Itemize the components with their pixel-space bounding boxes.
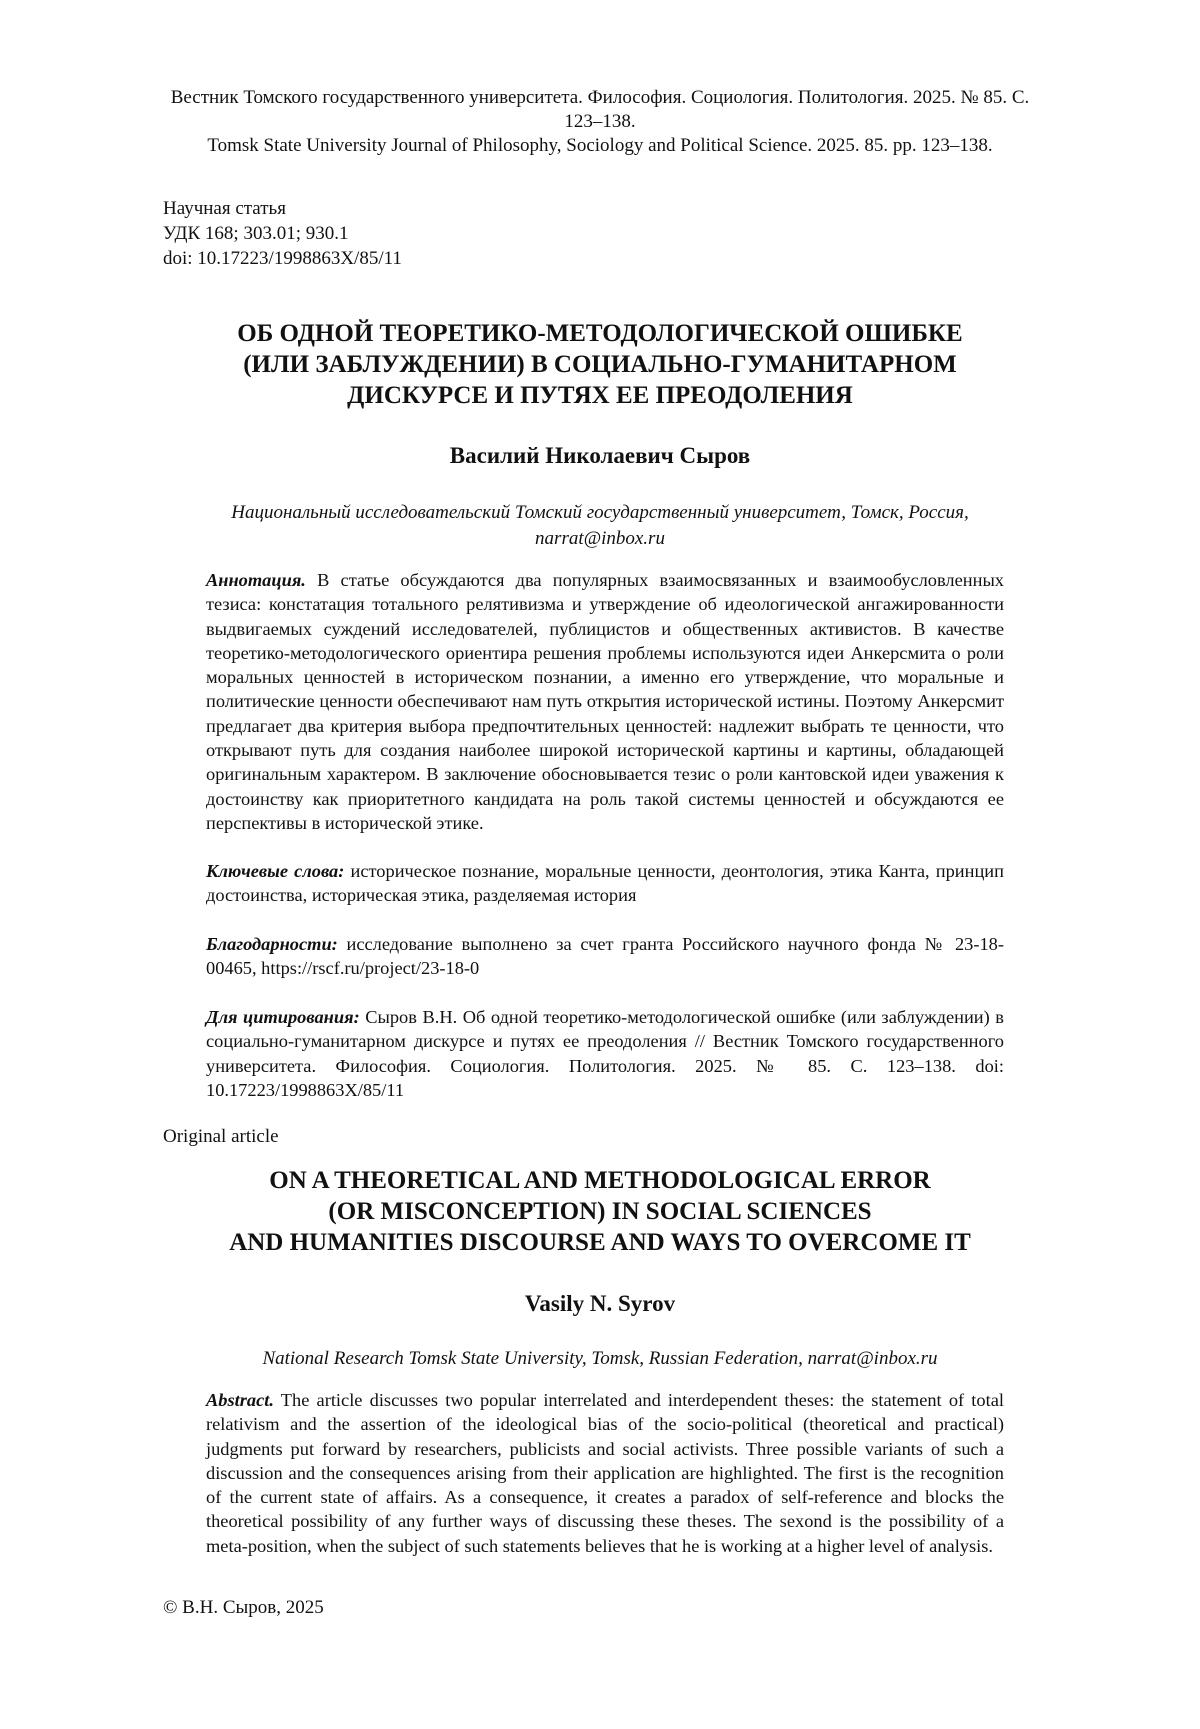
- abstract-en-label: Abstract.: [206, 1390, 274, 1410]
- title-ru: [150, 318, 1050, 411]
- acknowledgements-ru-text: исследование выполнено за счет гранта Российского научного фонда № 23-18-00465, https://rscf.ru/project/23-18-0: [206, 934, 1004, 979]
- keywords-ru-label: Ключевые слова:: [206, 861, 345, 881]
- keywords-ru: [206, 859, 1004, 908]
- abstract-ru-label: Аннотация.: [206, 570, 306, 590]
- title-en-line: AND HUMANITIES DISCOURSE AND WAYS TO OVERCOME IT: [229, 1229, 971, 1256]
- title-en-line: (OR MISCONCEPTION) IN SOCIAL SCIENCES: [328, 1198, 872, 1225]
- journal-line-en: Tomsk State University Journal of Philosophy, Sociology and Political Science. 2025. 85. pp. 123–138.: [207, 135, 993, 156]
- journal-line-ru: Вестник Томского государственного университета. Философия. Социология. Политология. 2025. № 85. С. 123–138.: [170, 87, 1030, 132]
- affiliation-en: National Research Tomsk State University, Tomsk, Russian Federation, narrat@inbox.ru: [262, 1348, 938, 1369]
- title-en-line: ON A THEORETICAL AND METHODOLOGICAL ERROR: [269, 1167, 931, 1194]
- copyright: © В.Н. Сыров, 2025: [163, 1597, 324, 1618]
- email-ru: narrat@inbox.ru: [535, 528, 665, 549]
- article-type-ru: Научная статья: [163, 198, 286, 219]
- keywords-ru-text: историческое познание, моральные ценности, деонтология, этика Канта, принцип достоинства, историческая этика, разделяемая история: [206, 861, 1004, 906]
- citation-ru: [206, 1005, 1004, 1102]
- citation-ru-text: Сыров В.Н. Об одной теоретико-методологической ошибке (или заблуждении) в социально-гуманитарном дискурсе и путях ее преодоления // Вестник Томского государственного университета. Философия. Социология. Политология. 2025. № 85. С. 123–138. doi: 10.17223/1998863X/85/11: [206, 1007, 1004, 1100]
- author-ru: Василий Николаевич Сыров: [449, 443, 751, 468]
- citation-ru-label: Для цитирования:: [206, 1007, 360, 1027]
- abstract-en: [206, 1388, 1004, 1558]
- article-type-en: Original article: [163, 1126, 279, 1147]
- affiliation-ru: [150, 500, 1050, 552]
- doi: doi: 10.17223/1998863X/85/11: [163, 248, 402, 269]
- title-ru-line: ДИСКУРСЕ И ПУТЯХ ЕЕ ПРЕОДОЛЕНИЯ: [347, 382, 853, 409]
- abstract-ru-text: В статье обсуждаются два популярных взаимосвязанных и взаимообусловленных тезиса: констатация тотального релятивизма и утверждение об идеологической ангажированности выдвигаемых суждений исследователей, публицистов и общественных активистов. В качестве теоретико-методологического ориентира решения проблемы используются идеи Анкерсмита о роли моральных ценностей в историческом познании, а именно его утверждение, что моральные и политические ценности обеспечивают нам путь открытия исторической истины. Поэтому Анкерсмит предлагает два критерия выбора предпочтительных ценностей: надлежит выбрать те ценности, что открывают путь для создания наиболее широкой исторической картины и картины, обладающей оригинальным характером. В заключение обосновывается тезис о роли кантовской идеи уважения к достоинству как приоритетного кандидата на роль такой системы ценностей и обсуждаются ее перспективы в исторической этике.: [206, 570, 1004, 833]
- abstract-ru: [206, 568, 1004, 835]
- udc-code: УДК 168; 303.01; 930.1: [163, 223, 349, 244]
- acknowledgements-ru-label: Благодарности:: [206, 934, 338, 954]
- affiliation-ru-text: Национальный исследовательский Томский государственный университет, Томск, Россия,: [231, 502, 969, 523]
- title-en: [150, 1165, 1050, 1258]
- journal-header: [150, 86, 1050, 158]
- title-ru-line: (ИЛИ ЗАБЛУЖДЕНИИ) В СОЦИАЛЬНО-ГУМАНИТАРНОМ: [243, 351, 957, 378]
- acknowledgements-ru: [206, 932, 1004, 981]
- title-ru-line: ОБ ОДНОЙ ТЕОРЕТИКО-МЕТОДОЛОГИЧЕСКОЙ ОШИБКЕ: [237, 320, 963, 347]
- author-en: Vasily N. Syrov: [524, 1291, 676, 1316]
- abstract-en-text: The article discusses two popular interrelated and interdependent theses: the statement of total relativism and the assertion of the ideological bias of the socio-political (theoretical and practical) judgments put forward by researchers, publicists and social activists. Three possible variants of such a discussion and the consequences arising from their application are highlighted. The first is the recognition of the current state of affairs. As a consequence, it creates a paradox of self-reference and blocks the theoretical possibility of any further ways of discussing these theses. The sexond is the possibility of a meta-position, when the subject of such statements believes that he is working at a higher level of analysis.: [206, 1390, 1004, 1556]
- article-meta: [163, 196, 402, 271]
